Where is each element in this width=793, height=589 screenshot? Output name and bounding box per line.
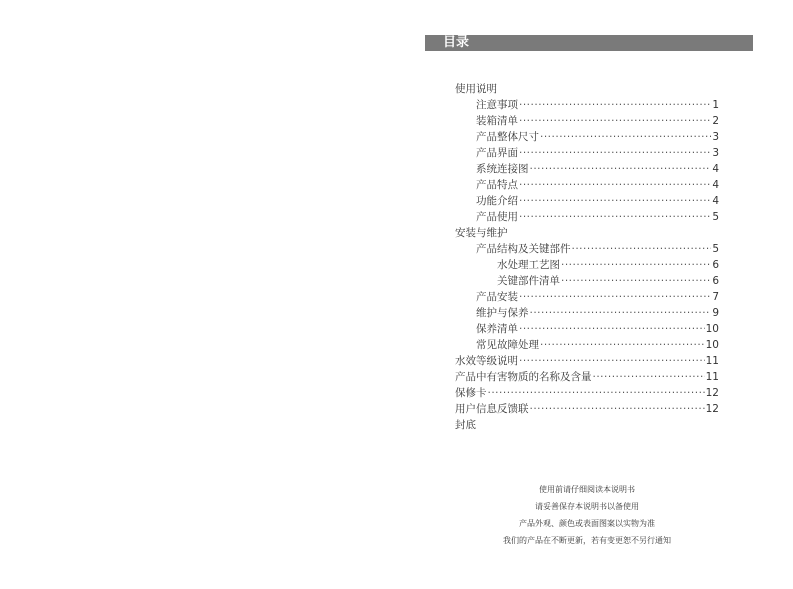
toc-leader-dots [561, 273, 711, 289]
toc-leader-dots [519, 209, 711, 225]
toc-entry-page: 4 [712, 195, 719, 207]
toc-entry-page: 3 [712, 131, 719, 143]
toc-entry-label: 维护与保养 [476, 307, 529, 319]
toc-leader-dots [540, 129, 711, 145]
toc-header-bar [425, 35, 753, 51]
page-title: 目录 [443, 35, 470, 50]
toc-entry[interactable] [455, 337, 719, 353]
toc-leader-dots [519, 145, 711, 161]
usage-note-line: 使用前请仔细阅读本说明书 [539, 485, 635, 494]
toc-entry-page: 9 [712, 307, 719, 319]
toc-entry-label: 产品安装 [476, 291, 518, 303]
toc-entry-label: 产品整体尺寸 [476, 131, 539, 143]
toc-entry-page: 2 [712, 115, 719, 127]
toc-entry[interactable] [455, 273, 719, 289]
toc-entry-page: 12 [705, 387, 719, 399]
toc-entry-label: 常见故障处理 [476, 339, 539, 351]
toc-leader-dots [519, 113, 711, 129]
toc-entry-label: 系统连接图 [476, 163, 529, 175]
toc-leader-dots [561, 257, 711, 273]
toc-entry[interactable] [455, 161, 719, 177]
usage-notes [455, 481, 719, 549]
toc-entry[interactable] [455, 305, 719, 321]
toc-entry-page: 10 [705, 339, 719, 351]
toc-entry-page: 11 [705, 371, 719, 383]
toc-entry[interactable] [455, 113, 719, 129]
toc-entry-page: 11 [705, 355, 719, 367]
toc-leader-dots [540, 337, 705, 353]
toc-entry-label: 关键部件清单 [497, 275, 560, 287]
toc-leader-dots [593, 369, 705, 385]
toc-entry-label: 用户信息反馈联 [455, 403, 529, 415]
toc-entry[interactable] [455, 97, 719, 113]
toc-entry[interactable] [455, 129, 719, 145]
toc-leader-dots [519, 177, 711, 193]
toc-entry-label: 安装与维护 [455, 227, 508, 239]
toc-entry[interactable] [455, 353, 719, 369]
toc-entry[interactable] [455, 385, 719, 401]
toc-entry[interactable] [455, 209, 719, 225]
usage-note-line: 产品外观、颜色或表面图案以实物为准 [519, 519, 655, 528]
toc-entry-page: 6 [712, 259, 719, 271]
toc-entry-page: 4 [712, 163, 719, 175]
usage-note-line: 我们的产品在不断更新，若有变更恕不另行通知 [503, 536, 671, 545]
toc-entry[interactable] [455, 81, 719, 97]
toc-entry[interactable] [455, 321, 719, 337]
toc-entry[interactable] [455, 177, 719, 193]
toc-entry-label: 产品使用 [476, 211, 518, 223]
toc-entry-label: 功能介绍 [476, 195, 518, 207]
toc-entry-page: 5 [712, 243, 719, 255]
toc-entry-label: 产品特点 [476, 179, 518, 191]
toc-leader-dots [488, 385, 705, 401]
toc-entry-page: 12 [705, 403, 719, 415]
toc-entry-label: 水效等级说明 [455, 355, 518, 367]
table-of-contents [455, 81, 719, 433]
toc-entry[interactable] [455, 401, 719, 417]
toc-entry-page: 4 [712, 179, 719, 191]
toc-entry-label: 产品界面 [476, 147, 518, 159]
toc-entry[interactable] [455, 369, 719, 385]
toc-entry-label: 保修卡 [455, 387, 487, 399]
toc-entry[interactable] [455, 417, 719, 433]
toc-leader-dots [519, 97, 711, 113]
toc-entry-page: 3 [712, 147, 719, 159]
toc-entry-label: 产品结构及关键部件 [476, 243, 571, 255]
toc-leader-dots [530, 401, 705, 417]
toc-entry[interactable] [455, 289, 719, 305]
toc-entry-label: 封底 [455, 419, 476, 431]
toc-leader-dots [530, 305, 712, 321]
toc-entry[interactable] [455, 241, 719, 257]
toc-entry-page: 7 [712, 291, 719, 303]
toc-entry-page: 10 [705, 323, 719, 335]
toc-leader-dots [519, 353, 705, 369]
toc-leader-dots [530, 161, 712, 177]
toc-entry-label: 装箱清单 [476, 115, 518, 127]
toc-entry-page: 1 [712, 99, 719, 111]
toc-entry-label: 产品中有害物质的名称及含量 [455, 371, 592, 383]
toc-entry[interactable] [455, 257, 719, 273]
toc-entry-page: 5 [712, 211, 719, 223]
toc-entry-label: 使用说明 [455, 83, 497, 95]
toc-entry[interactable] [455, 193, 719, 209]
toc-leader-dots [572, 241, 712, 257]
toc-entry-page: 6 [712, 275, 719, 287]
toc-leader-dots [519, 321, 705, 337]
toc-entry[interactable] [455, 225, 719, 241]
toc-entry-label: 注意事项 [476, 99, 518, 111]
toc-entry-label: 水处理工艺图 [497, 259, 560, 271]
toc-leader-dots [519, 289, 711, 305]
toc-entry[interactable] [455, 145, 719, 161]
toc-leader-dots [519, 193, 711, 209]
toc-entry-label: 保养清单 [476, 323, 518, 335]
usage-note-line: 请妥善保存本说明书以备使用 [535, 502, 639, 511]
